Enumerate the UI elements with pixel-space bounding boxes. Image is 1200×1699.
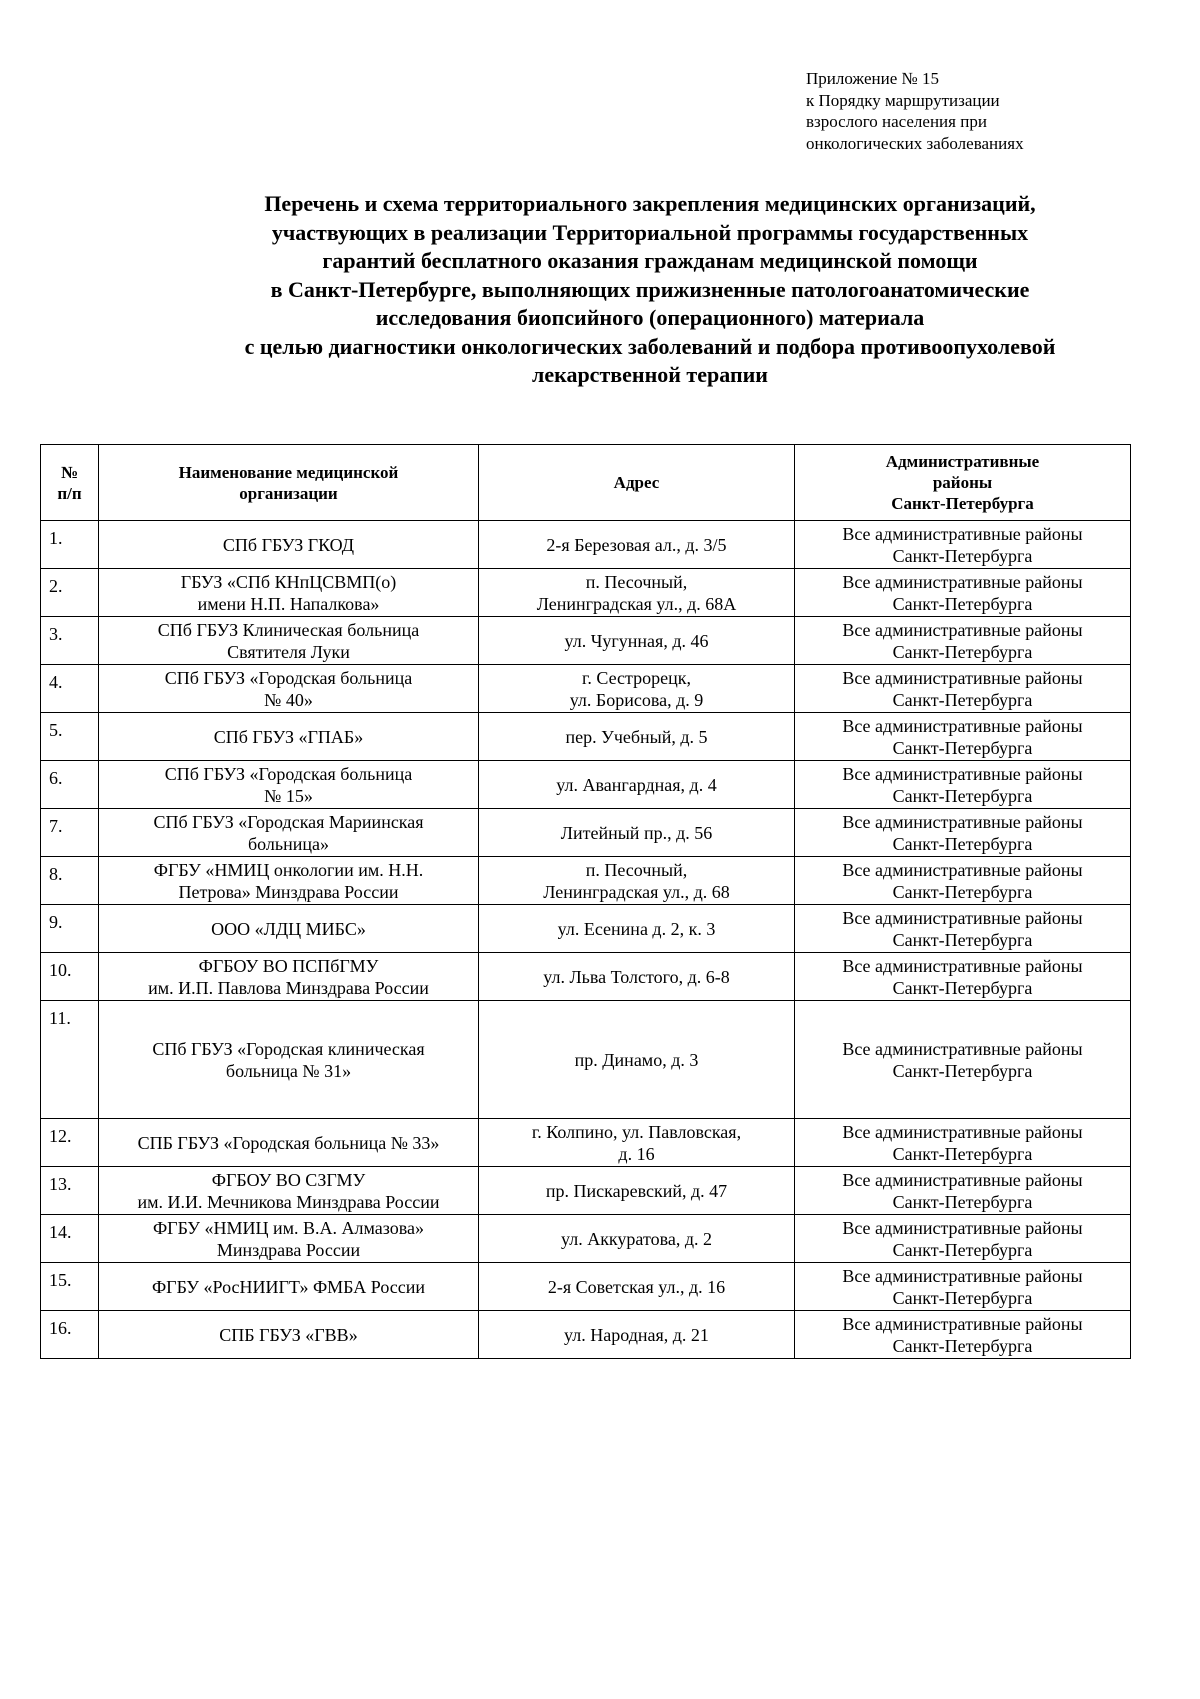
cell-line: Все административные районы: [842, 1038, 1083, 1059]
areas-cell: [795, 1263, 1131, 1311]
cell-line: больница»: [248, 833, 329, 854]
areas-cell: [795, 665, 1131, 713]
cell-line: больница № 31»: [225, 1060, 352, 1081]
title-line: гарантий бесплатного оказания гражданам медицинской помощи: [322, 248, 978, 273]
org-name-cell: [99, 617, 479, 665]
areas-cell: [795, 905, 1131, 953]
cell-line: Святителя Луки: [227, 641, 350, 662]
table-row: [41, 809, 1131, 857]
header-line: №: [60, 462, 79, 482]
table-row: [41, 665, 1131, 713]
cell-line: Все административные районы: [842, 1217, 1083, 1238]
row-number: 13.: [41, 1167, 99, 1215]
row-number: 9.: [41, 905, 99, 953]
cell-line: ул. Авангардная, д. 4: [556, 774, 717, 795]
cell-line: Санкт-Петербурга: [892, 689, 1033, 710]
table-row: [41, 521, 1131, 569]
cell-line: СПб ГБУЗ Клиническая больница: [157, 619, 420, 640]
table-row: [41, 905, 1131, 953]
address-cell: [479, 665, 795, 713]
cell-line: Все административные районы: [842, 763, 1083, 784]
cell-line: ФГБОУ ВО ПСПбГМУ: [198, 955, 379, 976]
cell-line: СПб ГБУЗ «ГПАБ»: [213, 726, 364, 747]
row-number: 4.: [41, 665, 99, 713]
org-name-cell: [99, 1311, 479, 1359]
cell-line: Ленинградская ул., д. 68А: [536, 593, 737, 614]
title-line: Перечень и схема территориального закрепления медицинских организаций,: [264, 191, 1036, 216]
title-line: лекарственной терапии: [532, 362, 768, 387]
cell-line: СПб ГБУЗ «Городская Мариинская: [153, 811, 424, 832]
address-cell: [479, 569, 795, 617]
areas-cell: [795, 809, 1131, 857]
areas-cell: [795, 713, 1131, 761]
row-number: 1.: [41, 521, 99, 569]
cell-line: Все административные районы: [842, 1169, 1083, 1190]
address-cell: [479, 713, 795, 761]
table-body: [41, 521, 1131, 1359]
cell-line: д. 16: [618, 1143, 655, 1164]
cell-line: Санкт-Петербурга: [892, 1143, 1033, 1164]
cell-line: Все административные районы: [842, 955, 1083, 976]
cell-line: Все административные районы: [842, 1313, 1083, 1334]
title-line: исследования биопсийного (операционного) материала: [375, 305, 925, 330]
address-cell: [479, 1263, 795, 1311]
table-row: [41, 1263, 1131, 1311]
org-name-cell: [99, 761, 479, 809]
address-cell: [479, 761, 795, 809]
areas-cell: [795, 1119, 1131, 1167]
address-cell: [479, 1311, 795, 1359]
org-name-cell: [99, 569, 479, 617]
appendix-line: к Порядку маршрутизации: [806, 90, 1000, 110]
cell-line: Санкт-Петербурга: [892, 1239, 1033, 1260]
org-name-cell: [99, 1215, 479, 1263]
appendix-line: Приложение № 15: [806, 69, 939, 88]
cell-line: Ленинградская ул., д. 68: [543, 881, 730, 902]
cell-line: Санкт-Петербурга: [892, 785, 1033, 806]
cell-line: Все административные районы: [842, 571, 1083, 592]
cell-line: Все административные районы: [842, 859, 1083, 880]
cell-line: Все административные районы: [842, 667, 1083, 688]
cell-line: Санкт-Петербурга: [892, 1287, 1033, 1308]
cell-line: п. Песочный,: [585, 859, 688, 880]
table-row: [41, 1119, 1131, 1167]
cell-line: СПб ГБУЗ «Городская больница: [164, 667, 413, 688]
table-header-row: [41, 445, 1131, 521]
header-line: Административные: [885, 452, 1040, 471]
cell-line: Литейный пр., д. 56: [560, 822, 713, 843]
areas-cell: [795, 617, 1131, 665]
header-name: [99, 445, 479, 521]
areas-cell: [795, 1167, 1131, 1215]
cell-line: Минздрава России: [216, 1239, 361, 1260]
header-line: организации: [239, 483, 338, 503]
table-row: [41, 857, 1131, 905]
address-cell: [479, 857, 795, 905]
cell-line: Санкт-Петербурга: [892, 737, 1033, 758]
row-number: 3.: [41, 617, 99, 665]
table-row: [41, 1001, 1131, 1119]
cell-line: г. Сестрорецк,: [582, 667, 691, 688]
cell-line: Санкт-Петербурга: [892, 641, 1033, 662]
address-cell: [479, 1215, 795, 1263]
cell-line: Санкт-Петербурга: [892, 1060, 1033, 1081]
areas-cell: [795, 1311, 1131, 1359]
cell-line: № 15»: [264, 785, 313, 806]
cell-line: Санкт-Петербурга: [892, 833, 1033, 854]
areas-cell: [795, 569, 1131, 617]
cell-line: пер. Учебный, д. 5: [565, 726, 708, 747]
cell-line: СПб ГБУЗ «Городская больница: [164, 763, 413, 784]
address-cell: [479, 809, 795, 857]
org-name-cell: [99, 857, 479, 905]
cell-line: Все административные районы: [842, 907, 1083, 928]
header-line: районы: [932, 473, 993, 492]
org-name-cell: [99, 665, 479, 713]
header-address: [479, 445, 795, 521]
cell-line: Санкт-Петербурга: [892, 545, 1033, 566]
cell-line: СПб ГБУЗ ГКОД: [222, 534, 355, 555]
cell-line: СПБ ГБУЗ «ГВВ»: [219, 1324, 358, 1345]
address-cell: [479, 905, 795, 953]
row-number: 10.: [41, 953, 99, 1001]
address-cell: [479, 617, 795, 665]
cell-line: Санкт-Петербурга: [892, 1191, 1033, 1212]
cell-line: Все административные районы: [842, 619, 1083, 640]
table-row: [41, 761, 1131, 809]
row-number: 5.: [41, 713, 99, 761]
cell-line: Все административные районы: [842, 1265, 1083, 1286]
org-name-cell: [99, 905, 479, 953]
address-cell: [479, 1119, 795, 1167]
header-line: Наименование медицинской: [178, 462, 399, 482]
header-line: п/п: [57, 483, 82, 503]
address-cell: [479, 953, 795, 1001]
cell-line: Санкт-Петербурга: [892, 593, 1033, 614]
cell-line: Все административные районы: [842, 811, 1083, 832]
address-cell: [479, 1167, 795, 1215]
cell-line: СПб ГБУЗ «Городская клиническая: [152, 1038, 425, 1059]
cell-line: Все административные районы: [842, 1121, 1083, 1142]
title-line: в Санкт-Петербурге, выполняющих прижизненные патологоанатомические: [270, 276, 1030, 302]
address-cell: [479, 521, 795, 569]
cell-line: Санкт-Петербурга: [892, 1335, 1033, 1356]
row-number: 12.: [41, 1119, 99, 1167]
row-number: 11.: [41, 1001, 99, 1119]
cell-line: Санкт-Петербурга: [892, 881, 1033, 902]
cell-line: п. Песочный,: [585, 571, 688, 592]
header-line: Санкт-Петербурга: [891, 494, 1034, 513]
org-name-cell: [99, 1001, 479, 1119]
cell-line: ул. Льва Толстого, д. 6-8: [543, 966, 730, 987]
cell-line: 2-я Березовая ал., д. 3/5: [546, 534, 727, 555]
row-number: 8.: [41, 857, 99, 905]
appendix-line: онкологических заболеваниях: [806, 133, 1024, 153]
cell-line: 2-я Советская ул., д. 16: [547, 1276, 726, 1297]
areas-cell: [795, 1215, 1131, 1263]
cell-line: Все административные районы: [842, 523, 1083, 544]
title-line: с целью диагностики онкологических заболеваний и подбора противоопухолевой: [244, 333, 1056, 359]
table-row: [41, 1311, 1131, 1359]
cell-line: ул. Чугунная, д. 46: [564, 630, 709, 651]
cell-line: № 40»: [264, 689, 313, 710]
cell-line: г. Колпино, ул. Павловская,: [531, 1121, 742, 1142]
table-row: [41, 569, 1131, 617]
title-line: участвующих в реализации Территориальной программы государственных: [271, 219, 1029, 245]
address-cell: [479, 1001, 795, 1119]
cell-line: ФГБОУ ВО СЗГМУ: [211, 1169, 366, 1190]
areas-cell: [795, 857, 1131, 905]
header-line: Адрес: [613, 473, 660, 492]
cell-line: Все административные районы: [842, 715, 1083, 736]
row-number: 16.: [41, 1311, 99, 1359]
table-row: [41, 617, 1131, 665]
areas-cell: [795, 521, 1131, 569]
table-row: [41, 1167, 1131, 1215]
org-name-cell: [99, 1119, 479, 1167]
header-areas: [795, 445, 1131, 521]
table-row: [41, 953, 1131, 1001]
cell-line: Петрова» Минздрава России: [178, 881, 399, 902]
cell-line: СПБ ГБУЗ «Городская больница № 33»: [137, 1132, 440, 1153]
cell-line: им. И.П. Павлова Минздрава России: [148, 977, 429, 998]
areas-cell: [795, 1001, 1131, 1119]
table-row: [41, 713, 1131, 761]
cell-line: Санкт-Петербурга: [892, 977, 1033, 998]
cell-line: пр. Динамо, д. 3: [574, 1049, 699, 1070]
cell-line: Санкт-Петербурга: [892, 929, 1033, 950]
row-number: 2.: [41, 569, 99, 617]
cell-line: ул. Аккуратова, д. 2: [561, 1228, 712, 1249]
org-name-cell: [99, 713, 479, 761]
areas-cell: [795, 761, 1131, 809]
cell-line: ФГБУ «РосНИИГТ» ФМБА России: [151, 1276, 426, 1297]
cell-line: ГБУЗ «СПб КНпЦСВМП(о): [180, 571, 397, 592]
areas-cell: [795, 953, 1131, 1001]
org-name-cell: [99, 1263, 479, 1311]
org-name-cell: [99, 809, 479, 857]
cell-line: ООО «ЛДЦ МИБС»: [211, 918, 366, 939]
cell-line: ул. Борисова, д. 9: [569, 689, 704, 710]
row-number: 14.: [41, 1215, 99, 1263]
row-number: 6.: [41, 761, 99, 809]
org-name-cell: [99, 521, 479, 569]
org-name-cell: [99, 1167, 479, 1215]
organizations-table: [40, 444, 1131, 1359]
cell-line: ул. Народная, д. 21: [564, 1324, 709, 1345]
cell-line: ул. Есенина д. 2, к. 3: [557, 918, 716, 939]
appendix-note: [806, 68, 1126, 154]
row-number: 7.: [41, 809, 99, 857]
cell-line: имени Н.П. Напалкова»: [197, 593, 380, 614]
table-row: [41, 1215, 1131, 1263]
cell-line: ФГБУ «НМИЦ им. В.А. Алмазова»: [152, 1217, 425, 1238]
header-num: [41, 445, 99, 521]
cell-line: ФГБУ «НМИЦ онкологии им. Н.Н.: [153, 859, 424, 880]
appendix-line: взрослого населения при: [806, 112, 987, 131]
cell-line: им. И.И. Мечникова Минздрава России: [137, 1191, 440, 1212]
document-title: [120, 190, 1180, 390]
org-name-cell: [99, 953, 479, 1001]
row-number: 15.: [41, 1263, 99, 1311]
cell-line: пр. Пискаревский, д. 47: [545, 1180, 728, 1201]
